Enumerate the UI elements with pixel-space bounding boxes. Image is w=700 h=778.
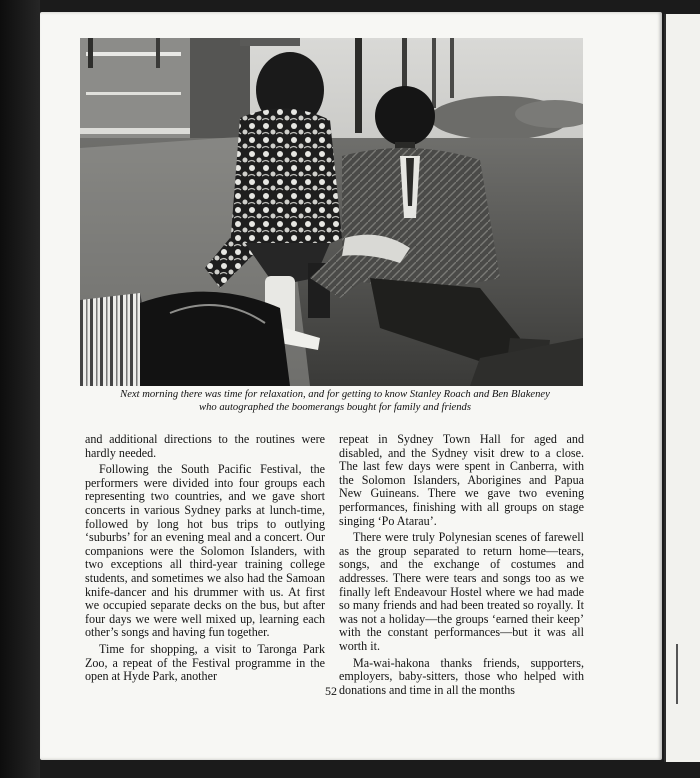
photograph-illustration	[80, 38, 583, 386]
caption-line-1: Next morning there was time for relaxation, and for getting to know Stanley Roach and Ben Blakeney	[120, 389, 550, 400]
scan-border	[0, 0, 40, 778]
paragraph: Ma-wai-hakona thanks friends, supporters, employers, baby-sitters, those who helped with donations and time in all the months	[339, 655, 584, 697]
caption-line-2: who autographed the boomerangs bought for family and friends	[199, 402, 471, 413]
paragraph: and additional directions to the routines were hardly needed.	[85, 432, 325, 460]
page-number: 52	[325, 684, 337, 698]
photograph	[80, 38, 583, 386]
paragraph: Following the South Pacific Festival, the performers were divided into four groups each representing two countries, and we gave short concerts in various Sydney parks at lunch-time, followed by long hot bus trips to outlying ‘suburbs’ for an evening meal and a concert. Our companions were the Solomon Islanders, with two exceptions all third-year training college students, and sometimes we also had the Samoan knife-dancer and his drummer with us. At first we occupied separate decks on the bus, but after four days we were well mixed up, learning each other’s songs and having fun together.	[85, 462, 325, 640]
left-text-column	[85, 433, 325, 687]
adjacent-page-edge	[664, 14, 700, 762]
adjacent-page-rule	[676, 644, 678, 704]
right-text-column	[339, 433, 584, 700]
paragraph: repeat in Sydney Town Hall for aged and disabled, and the Sydney visit drew to a close. The last few days were spent in Canberra, with the Solomon Islanders, Aborigines and Papua New Guineans. There we gave two evening performances, finishing with all groups on stage singing ‘Po Atarau’.	[339, 432, 584, 528]
paragraph: There were truly Polynesian scenes of farewell as the group separated to return home—tears, songs, and the exchange of costumes and addresses. There were tears and songs too as we finally left Endeavour Hostel where we had made so many friends and had been treated so royally. It was not a holiday—the groups ‘earned their keep’ with the constant performances—but it was all worth it.	[339, 530, 584, 653]
photo-caption	[80, 388, 590, 414]
paragraph: Time for shopping, a visit to Taronga Park Zoo, a repeat of the Festival programme in the open at Hyde Park, another	[85, 641, 325, 684]
